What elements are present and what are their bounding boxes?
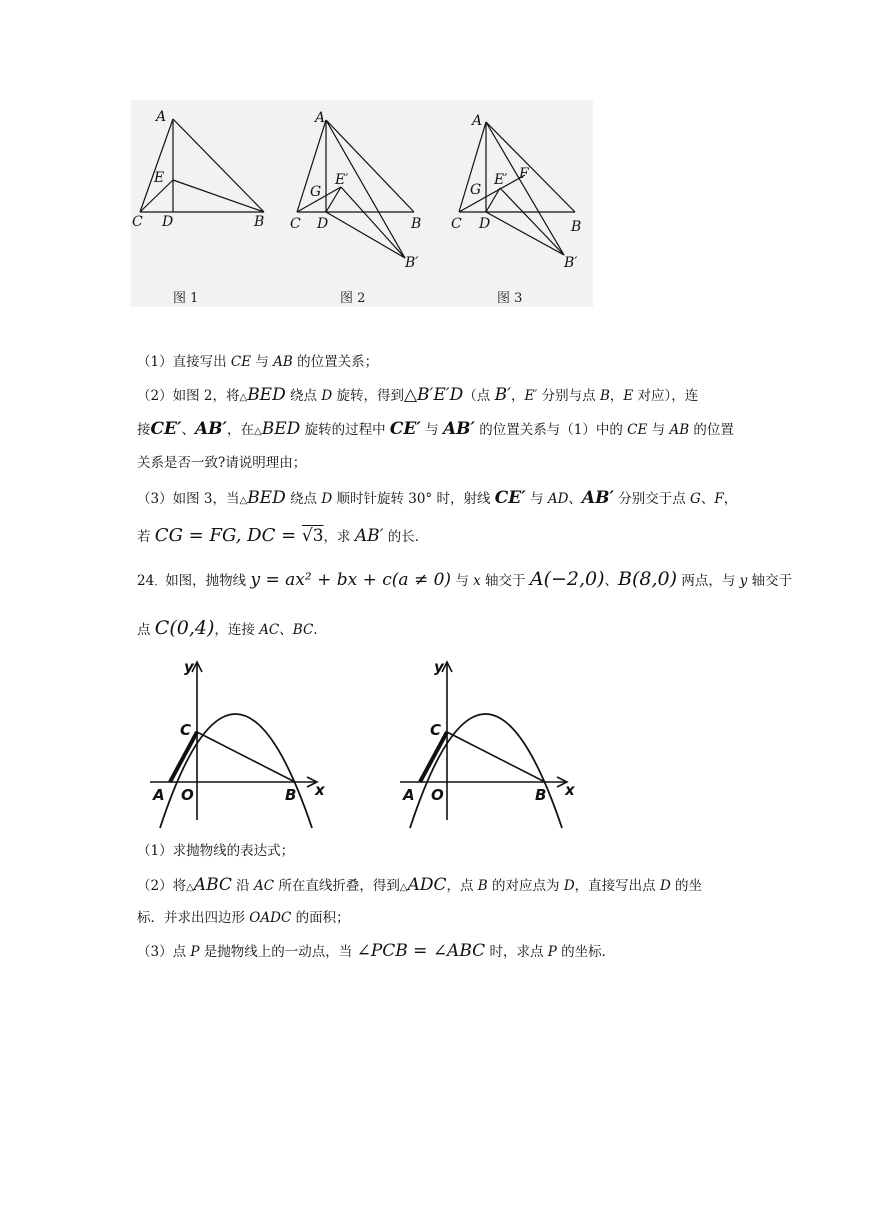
- figure-1: [140, 119, 264, 212]
- y-axis-label: y: [184, 658, 194, 676]
- x-axis-label: x: [315, 781, 325, 799]
- x-axis-label: x: [565, 781, 575, 799]
- fig2-label-b-prime: B′: [405, 255, 419, 271]
- parabola-figure-right: [390, 650, 590, 830]
- point-c-label: C: [430, 721, 442, 739]
- fig1-label-d: D: [162, 214, 174, 230]
- fig2-label-c: C: [290, 216, 301, 232]
- fig1-label-b: B: [254, 214, 265, 230]
- fig3-label-b-prime: B′: [564, 255, 578, 271]
- figure-2-caption: 图 2: [340, 291, 366, 306]
- q24-stem-line1: 24．如图，抛物线 y = ax² + bx + c(a ≠ 0) 与 x 轴交于 A(−2,0)、B(8,0) 两点，与 y 轴交于: [137, 568, 793, 590]
- question-number: 24: [137, 573, 155, 589]
- fig2-label-a: A: [315, 110, 326, 126]
- parabola-figure-left: [140, 650, 340, 830]
- fig3-label-e-prime: E′: [494, 172, 508, 188]
- q24-part1: （1）求抛物线的表达式；: [137, 843, 295, 859]
- y-axis-label: y: [434, 658, 444, 676]
- q23-part3-line2: 若 CG = FG, DC = √3，求 AB′ 的长．: [137, 525, 429, 546]
- q24-part3: （3）点 P 是抛物线上的一动点，当 ∠PCB = ∠ABC 时，求点 P 的坐标．: [137, 941, 616, 961]
- fig2-label-b: B: [411, 216, 422, 232]
- fig1-label-e: E: [154, 170, 165, 186]
- q23-part2-line1: （2）如图 2，将△BED 绕点 D 旋转，得到△B′E′D（点 B′，E′ 分别与点 B，E 对应），连: [137, 385, 699, 405]
- fig3-label-c: C: [451, 216, 462, 232]
- triangle-figures-panel: [131, 100, 593, 307]
- fig3-label-b: B: [571, 219, 582, 235]
- fig2-label-e-prime: E′: [335, 172, 349, 188]
- q24-part2-line1: （2）将△ABC 沿 AC 所在直线折叠，得到△ADC，点 B 的对应点为 D，直接写出点 D 的坐: [137, 875, 703, 895]
- origin-label: O: [181, 786, 194, 804]
- q24-stem-line2: 点 C(0,4)，连接 AC、BC.: [137, 617, 318, 639]
- origin-label: O: [431, 786, 444, 804]
- fig1-label-a: A: [156, 109, 167, 125]
- figure-1-caption: 图 1: [173, 291, 199, 306]
- fig3-label-f: F: [519, 166, 529, 182]
- point-c-label: C: [180, 721, 192, 739]
- figure-3-caption: 图 3: [497, 291, 523, 306]
- point-b-label: B: [285, 786, 297, 804]
- fig3-label-g: G: [470, 182, 482, 198]
- point-b-label: B: [535, 786, 547, 804]
- q23-part3-line1: （3）如图 3，当△BED 绕点 D 顺时针旋转 30° 时，射线 CE′ 与 AD、AB′ 分别交于点 G、F，: [137, 488, 738, 508]
- triangle-figures: [131, 100, 593, 307]
- q23-part2-line3: 关系是否一致?请说明理由；: [137, 455, 307, 471]
- fig1-label-c: C: [132, 214, 143, 230]
- point-a-label: A: [153, 786, 165, 804]
- fig2-label-g: G: [310, 184, 322, 200]
- q23-part2-line2: 接CE′、AB′，在△BED 旋转的过程中 CE′ 与 AB′ 的位置关系与（1）中的 CE 与 AB 的位置: [137, 419, 734, 439]
- point-a-label: A: [403, 786, 415, 804]
- fig3-label-d: D: [479, 216, 491, 232]
- q23-part1: （1）直接写出 CE 与 AB 的位置关系；: [137, 354, 379, 370]
- q24-part2-line2: 标．并求出四边形 OADC 的面积；: [137, 910, 350, 926]
- fig2-label-d: D: [317, 216, 329, 232]
- fig3-label-a: A: [472, 113, 483, 129]
